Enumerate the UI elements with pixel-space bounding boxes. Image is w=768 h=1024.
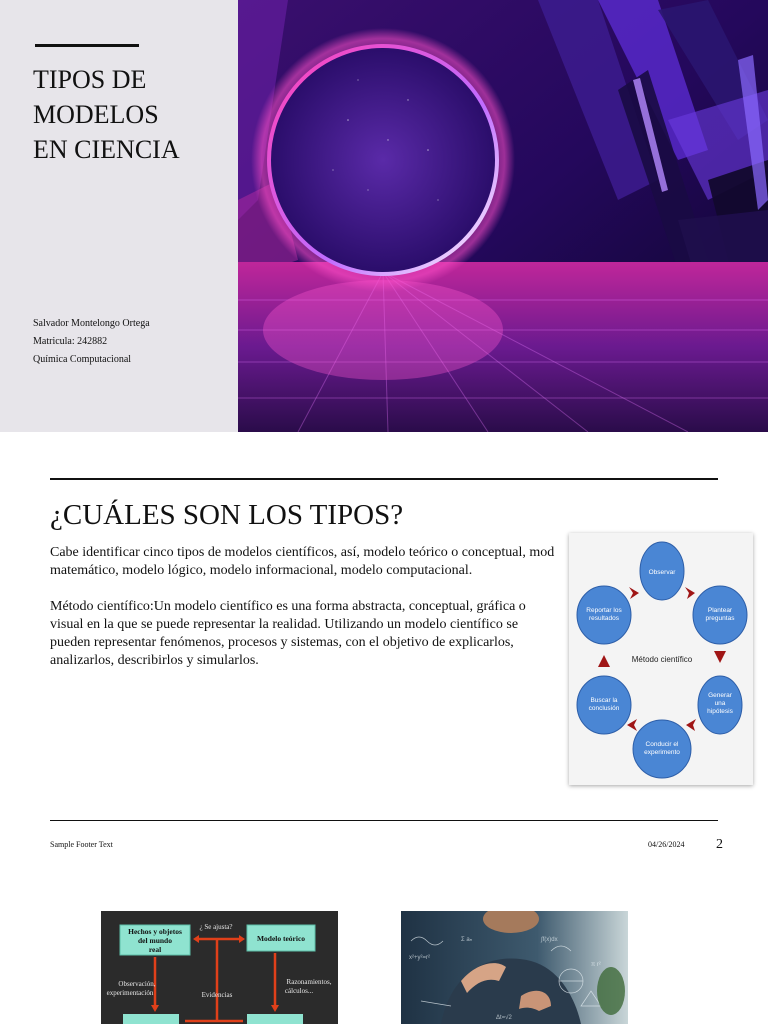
step-observar: Observar bbox=[648, 569, 676, 576]
paragraph-1-line: Cabe identificar cinco tipos de modelos científicos, así, modelo teórico o conceptual, mod bbox=[50, 545, 555, 560]
author-info bbox=[33, 315, 150, 369]
step-reportar-1: Reportar los bbox=[586, 607, 622, 614]
svg-text:x²+y²=r²: x²+y²=r² bbox=[409, 955, 430, 961]
step-conducir-2: experimento bbox=[644, 749, 680, 756]
paragraph-2-line: Método científico:Un modelo científico es una forma abstracta, conceptual, gráfica o bbox=[50, 599, 526, 614]
box-bottom-right bbox=[247, 1014, 303, 1024]
footer-date: 04/26/2024 bbox=[648, 840, 685, 849]
step-buscar-1: Buscar la bbox=[590, 697, 618, 704]
title-line-2: MODELOS bbox=[33, 100, 159, 129]
razonamientos-line-2: cálculos... bbox=[284, 987, 314, 995]
step-buscar-2: conclusión bbox=[588, 705, 620, 712]
step-generar-1: Generar bbox=[708, 692, 732, 699]
body-text bbox=[50, 544, 575, 670]
paragraph-2-line: analizarlos, describirlos y simularlos. bbox=[50, 653, 259, 668]
razonamientos-line-1: Razonamientos, bbox=[286, 978, 332, 986]
section-heading: ¿CUÁLES SON LOS TIPOS? bbox=[50, 499, 404, 531]
observacion-line-1: Observación, bbox=[118, 980, 156, 988]
arrow-icon bbox=[685, 587, 695, 599]
arrow-icon bbox=[686, 719, 696, 731]
heading-rule bbox=[50, 478, 718, 480]
title-line-3: EN CIENCIA bbox=[33, 135, 180, 164]
equations-photo bbox=[401, 911, 628, 1024]
hechos-line-2: del mundo bbox=[138, 936, 172, 945]
step-plantear-1: Plantear bbox=[707, 607, 733, 614]
modelo-label: Modelo teórico bbox=[256, 934, 306, 943]
title-rule bbox=[35, 44, 139, 47]
title-line-1: TIPOS DE bbox=[33, 65, 147, 94]
title-slide bbox=[0, 0, 768, 432]
course-name: Química Computacional bbox=[33, 354, 132, 365]
paragraph-2 bbox=[50, 598, 550, 670]
paragraph-1 bbox=[50, 544, 575, 580]
evidencias-label: Evidencias bbox=[201, 991, 233, 999]
paragraph-2-line: pueden representar fenómenos, procesos y sistemas, con el objetivo de explicarlos, bbox=[50, 635, 514, 650]
step-reportar-2: resultados bbox=[589, 615, 619, 622]
hechos-line-1: Hechos y objetos bbox=[128, 927, 182, 936]
title-panel bbox=[0, 0, 238, 432]
box-bottom-left bbox=[123, 1014, 179, 1024]
ajusta-label: ¿ Se ajusta? bbox=[199, 923, 233, 931]
svg-text:π r²: π r² bbox=[591, 962, 601, 968]
step-generar-2: una bbox=[714, 700, 726, 707]
footer-rule bbox=[50, 820, 718, 821]
slide-title bbox=[33, 62, 233, 167]
hechos-line-3: real bbox=[148, 945, 162, 954]
page-number: 2 bbox=[716, 837, 723, 852]
arrow-icon bbox=[714, 651, 726, 663]
footer-text: Sample Footer Text bbox=[50, 840, 113, 849]
matricula: Matricula: 242882 bbox=[33, 336, 108, 347]
paragraph-2-line: visual en la que se puede representar la realidad. Utilizando un modelo científico se bbox=[50, 617, 519, 632]
step-generar-3: hipótesis bbox=[707, 708, 733, 715]
svg-text:∫f(x)dx: ∫f(x)dx bbox=[541, 937, 558, 943]
svg-text:Σ aₙ: Σ aₙ bbox=[461, 937, 473, 943]
arrow-icon bbox=[627, 719, 637, 731]
arrow-icon bbox=[629, 587, 639, 599]
author-name: Salvador Montelongo Ortega bbox=[33, 318, 150, 329]
svg-text:Δt=√2: Δt=√2 bbox=[496, 1015, 512, 1021]
observacion-line-2: experimentación bbox=[106, 989, 154, 997]
step-plantear-2: preguntas bbox=[705, 615, 735, 622]
paragraph-1-line: matemático, modelo lógico, modelo informacional, modelo computacional. bbox=[50, 563, 473, 578]
cycle-center-label: Método científico bbox=[631, 655, 693, 664]
scientific-method-diagram bbox=[569, 533, 753, 785]
neon-ring-image bbox=[238, 0, 768, 432]
arrow-icon bbox=[598, 655, 610, 667]
model-flow-diagram bbox=[101, 911, 338, 1024]
step-conducir-1: Conducir el bbox=[645, 741, 679, 748]
